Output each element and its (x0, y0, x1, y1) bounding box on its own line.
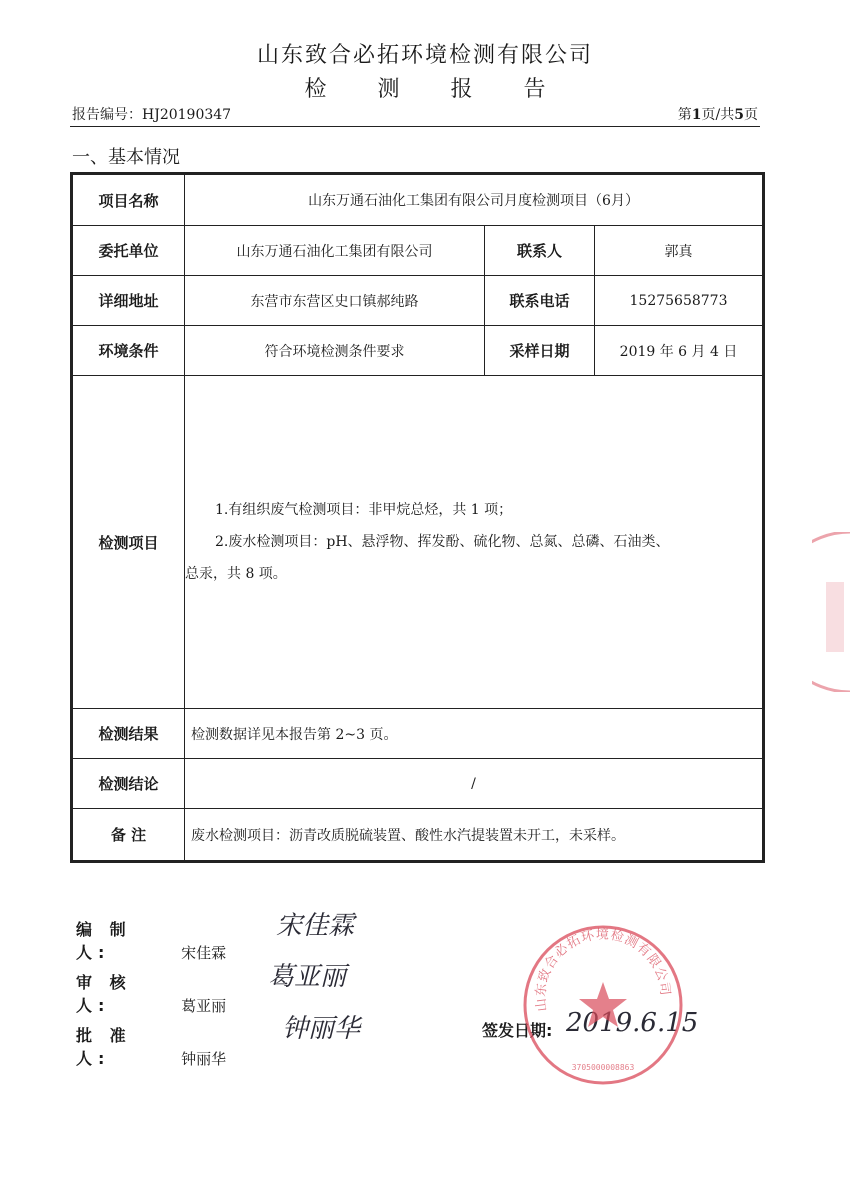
company-title: 山东致合必拓环境检测有限公司 (256, 43, 593, 68)
page-mid: 页/共 (701, 107, 735, 123)
test-conclusion-value: / (185, 759, 763, 809)
reviewer-label: 审 核 人: (76, 973, 132, 1015)
row-test-result (73, 709, 763, 759)
env-value: 符合环境检测条件要求 (185, 326, 485, 376)
row-environment (73, 326, 763, 376)
test-conclusion-label: 检测结论 (73, 759, 185, 809)
row-address (73, 276, 763, 326)
seal-text: 山东致合必拓环境检测有限公司 (533, 927, 673, 1013)
client-value: 山东万通石油化工集团有限公司 (185, 226, 485, 276)
header-divider (70, 126, 760, 127)
report-number-value: HJ20190347 (142, 107, 232, 123)
basic-info-table (72, 174, 763, 861)
seal-code: 3705000008863 (571, 1063, 635, 1072)
project-name-value: 山东万通石油化工集团有限公司月度检测项目（6月） (185, 175, 763, 226)
test-items-value (185, 376, 763, 709)
approver-row (76, 1023, 226, 1069)
section-title: 一、基本情况 (72, 147, 180, 168)
document-title: 检 测 报 告 (304, 77, 568, 102)
page-prefix: 第 (677, 107, 692, 123)
edge-seal-fragment (812, 532, 850, 692)
approver-signature: 钟丽华 (282, 1014, 361, 1044)
test-items-line-1: 1.有组织废气检测项目：非甲烷总烃，共 1 项； (215, 502, 513, 518)
reviewer-row (76, 970, 226, 1016)
test-items-label: 检测项目 (73, 376, 185, 709)
page-total: 5 (734, 107, 744, 123)
client-label: 委托单位 (73, 226, 185, 276)
report-number-label: 报告编号： (72, 107, 142, 123)
row-remark (73, 809, 763, 861)
phone-value: 15275658773 (595, 276, 763, 326)
test-items-line-2: 2.废水检测项目：pH、悬浮物、挥发酚、硫化物、总氮、总磷、石油类、 (215, 534, 670, 550)
contact-label: 联系人 (485, 226, 595, 276)
page-current: 1 (691, 107, 702, 123)
env-label: 环境条件 (73, 326, 185, 376)
page-suffix: 页 (744, 107, 758, 123)
compiler-row (76, 917, 226, 963)
reviewer-signature: 葛亚丽 (268, 962, 347, 992)
approver-name: 钟丽华 (181, 1050, 227, 1068)
test-items-line-3: 总汞，共 8 项。 (185, 566, 287, 582)
sample-date-value: 2019 年 6 月 4 日 (595, 326, 763, 376)
row-project-name (73, 175, 763, 226)
row-test-items (73, 376, 763, 709)
test-result-label: 检测结果 (73, 709, 185, 759)
project-name-label: 项目名称 (73, 175, 185, 226)
issue-date-label: 签发日期: (482, 1021, 553, 1040)
sample-date-label: 采样日期 (485, 326, 595, 376)
phone-label: 联系电话 (485, 276, 595, 326)
company-seal (518, 920, 688, 1090)
row-client (73, 226, 763, 276)
reviewer-name: 葛亚丽 (181, 997, 227, 1015)
contact-value: 郭真 (595, 226, 763, 276)
test-result-value: 检测数据详见本报告第 2~3 页。 (185, 709, 763, 759)
remark-value: 废水检测项目：沥青改质脱硫装置、酸性水汽提装置未开工，未采样。 (185, 809, 763, 861)
compiler-signature: 宋佳霖 (276, 911, 355, 941)
report-number (72, 104, 231, 124)
remark-label: 备 注 (73, 809, 185, 861)
address-label: 详细地址 (73, 276, 185, 326)
address-value: 东营市东营区史口镇郝纯路 (185, 276, 485, 326)
approver-label: 批 准 人: (76, 1026, 132, 1068)
compiler-name: 宋佳霖 (181, 944, 227, 962)
issue-date-handwritten: 2019.6.15 (566, 1008, 699, 1038)
row-test-conclusion (73, 759, 763, 809)
compiler-label: 编 制 人: (76, 920, 132, 962)
page-indicator (678, 104, 758, 124)
